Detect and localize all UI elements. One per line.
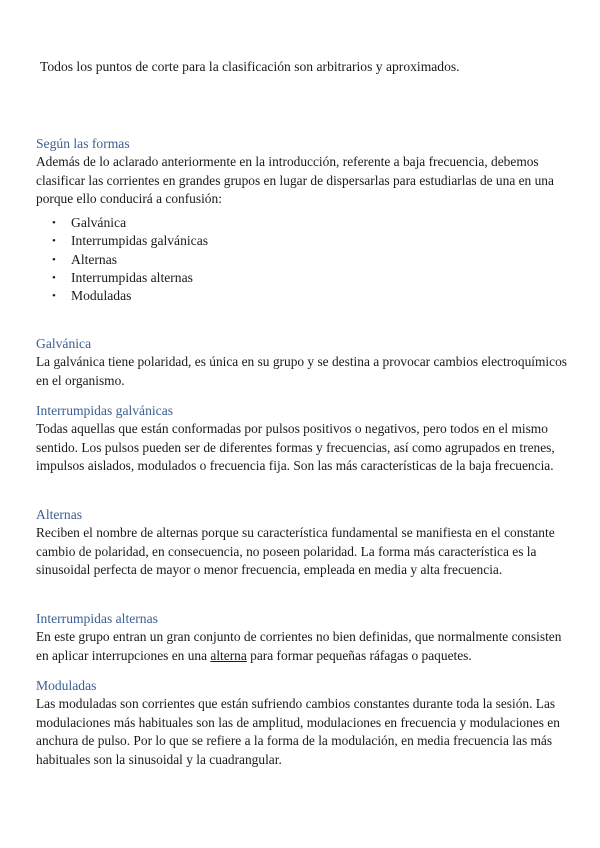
paragraph-interrumpidas-alternas: En este grupo entran un gran conjunto de corrientes no bien definidas, que normalmente consisten en aplicar interrupciones en una alterna para formar pequeñas ráfagas o paquetes.	[36, 629, 562, 663]
bullet-icon: •	[52, 217, 56, 229]
alterna-link[interactable]: alterna	[210, 647, 247, 663]
heading-moduladas: Moduladas	[36, 678, 97, 693]
list-item: • Alternas	[52, 251, 208, 269]
bullet-icon: •	[52, 253, 56, 266]
section-galvanica	[36, 335, 576, 390]
heading-interrumpidas-galvanicas: Interrumpidas galvánicas	[36, 403, 174, 418]
bullet-icon: •	[52, 271, 56, 284]
current-types-list	[52, 214, 208, 305]
heading-galvanica: Galvánica	[36, 336, 92, 351]
section-alternas	[36, 506, 576, 580]
heading-interrumpidas-alternas: Interrumpidas alternas	[36, 611, 158, 626]
heading-alternas: Alternas	[36, 507, 83, 522]
list-item: • Interrumpidas alternas	[52, 269, 208, 287]
paragraph-alternas: Reciben el nombre de alternas porque su característica fundamental se manifiesta en el constante cambio de polaridad, en consecuencia, no poseen polaridad. La forma más característica es la sinusoidal perfecta de mayor o menor frecuencia, empleada en media y alta frecuencia.	[36, 525, 555, 577]
heading-segun-formas: Según las formas	[36, 136, 130, 151]
paragraph-moduladas: Las moduladas son corrientes que están sufriendo cambios constantes durante toda la sesión. Las modulaciones más habituales son las de amplitud, modulaciones en frecuencia y modulaciones en anchura de pulso. Por lo que se refiere a la forma de la modulación, en media frecuencia las más habituales son la sinusoidal y la cuadrangular.	[36, 696, 560, 767]
list-item: • Galvánica	[52, 214, 208, 232]
section-interrumpidas-galvanicas	[36, 402, 576, 476]
list-item: • Interrumpidas galvánicas	[52, 232, 208, 250]
intro-note: Todos los puntos de corte para la clasificación son arbitrarios y aproximados.	[40, 59, 460, 74]
bullet-icon: •	[52, 235, 56, 248]
paragraph-galvanica: La galvánica tiene polaridad, es única en su grupo y se destina a provocar cambios electroquímicos en el organismo.	[36, 354, 567, 388]
section-segun-formas	[36, 135, 576, 209]
paragraph-interrumpidas-galvanicas: Todas aquellas que están conformadas por pulsos positivos o negativos, pero todos en el mismo sentido. Los pulsos pueden ser de diferentes formas y frecuencias, así como agrupados en trenes, impulsos aislados, modulados o frecuencia fija. Son las más características de la baja frecuencia.	[36, 421, 555, 473]
section-interrumpidas-alternas	[36, 610, 576, 665]
paragraph-segun-formas: Además de lo aclarado anteriormente en la introducción, referente a baja frecuencia, debemos clasificar las corrientes en grandes grupos en lugar de dispersarlas para estudiarlas de una en una porque ello conducirá a confusión:	[36, 154, 554, 206]
bullet-icon: •	[52, 290, 56, 303]
section-moduladas	[36, 677, 576, 769]
list-item: • Moduladas	[52, 287, 208, 305]
